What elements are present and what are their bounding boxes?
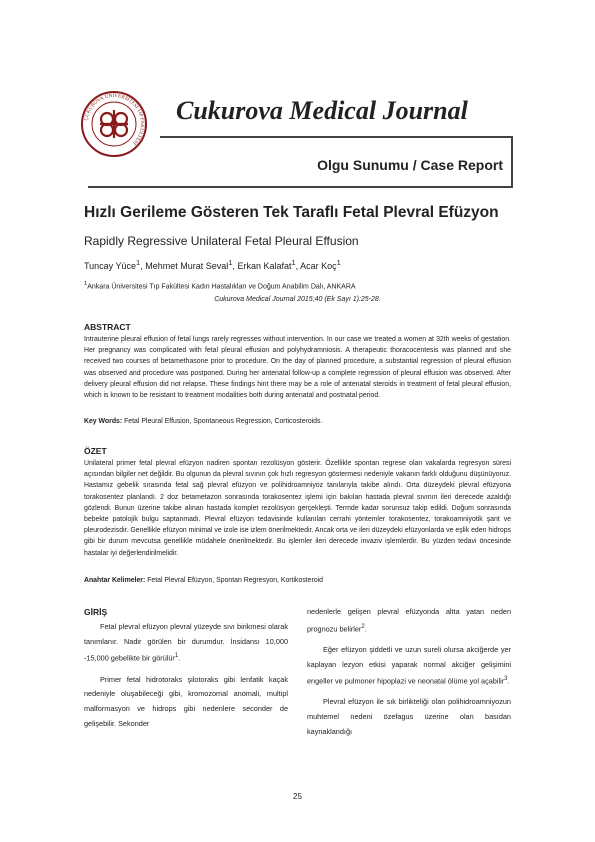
- paragraph: Plevral efüzyon ile sık birlikteliği olan polihidroamniyozun muhtemel nedeni özefagus üzerine olan basıdan kaynaklandığı: [307, 697, 511, 736]
- author-name: Erkan Kalafat: [237, 261, 292, 271]
- author-affil-sup: 1: [336, 258, 341, 267]
- anahtar-kelimeler: [84, 577, 511, 584]
- paragraph: nedenlerle gelişen plevral efüzyonda altta yatan neden prognozu belirler$^2$.: [307, 607, 511, 634]
- article-title-english: Rapidly Regressive Unilateral Fetal Pleural Effusion: [84, 234, 359, 248]
- author-name: Acar Koç: [300, 261, 337, 271]
- giris-heading: GİRİŞ: [84, 607, 108, 617]
- anahtar-label: Anahtar Kelimeler:: [84, 577, 146, 584]
- author-name: Mehmet Murat Seval: [145, 261, 229, 271]
- ozet-text: Unilateral primer fetal plevral efüzyon nadiren spontan rezolüsyon gösterir. Özellikle spontan regrese olan vakalarda regresyon süresi açısından bilgiler net değildir. Bu olgunun da plevral sıvının çok hızlı regresyon göstermesi nedeniyle vakanın farklı olduğunu düşünüyoruz. Hastamız gebelik sırasında fetal sağ plevral efüzyon ve polihidroamniyoz tanılarıyla takibe alındı. Orta düzeydeki plevral efüzyona torakosentez planlandı. 2 doz betametazon sonrasında torakosentez işlemi için bakılan hastada plevral sıvının ileri derecede azaldığı gözlendi. Bunun üzerine takibe alınan hastada komplet rezolüsyon gerçekleşti. Termde kadar sorunsuz takip edildi. Doğum sonrasında bebekte patolojik bulgu saptanmadı. Plevral efüzyon tedavisinde kullanılan cerrahi yöntemler torakosentez, torakoamniyotik şant ve pleurodezisdir. Genellikle efüzyon minimal ve izole ise izlem önerilmektedir. Ancak orta ve ileri düzeydeki efüzyonlarda ve eşlik eden hidrops gibi bir durum mevcutsa genellikle müdahele önerilmektedir. Bu işlemler ileri derecede invaziv işlemlerdir. Bu yüzden tedavi öncesinde hastalar iyi değerlendirilmelidir.: [84, 460, 511, 557]
- paragraph: Primer fetal hidrotoraks şilotoraks gibi lenfatik kaçak nedeniyle oluşabileceği gibi, kromozomal anomali, multipl malformasyon ve hidrops gibi nedenlere seconder de gelişebilir. Sekonder: [84, 674, 288, 728]
- citation: Cukurova Medical Journal 2015;40 (Ek Sayı 1):25-28.: [214, 296, 381, 303]
- svg-text:ÇUKUROVA ÜNİVERSİTESİ TIP FAKÜ: ÇUKUROVA ÜNİVERSİTESİ TIP FAKÜLTESİ: [83, 92, 146, 147]
- keywords: [84, 418, 511, 425]
- author-affil-sup: 1: [136, 258, 141, 267]
- author-list: Tuncay Yüce$^1$, Mehmet Murat Seval$^1$, Erkan Kalafat$^1$, Acar Koç$^1$: [84, 258, 341, 271]
- university-seal-logo: [80, 90, 148, 158]
- abstract-heading: ABSTRACT: [84, 322, 131, 332]
- header-rule-bottom: [88, 186, 513, 188]
- author-name: Tuncay Yüce: [84, 261, 137, 271]
- body-column-left: [84, 620, 288, 737]
- article-title-turkish: Hızlı Gerileme Gösteren Tek Taraflı Fetal Plevral Efüzyon: [84, 204, 499, 221]
- keywords-text: Fetal Pleural Effusion, Spontaneous Regression, Corticosteroids.: [124, 418, 323, 425]
- affiliation-sup: 1: [84, 281, 88, 287]
- affiliation: [84, 281, 356, 290]
- journal-title: Cukurova Medical Journal: [176, 96, 468, 125]
- anahtar-text: Fetal Plevral Efüzyon, Spontan Regresyon, Kortikosteroid: [147, 577, 324, 584]
- paragraph: Fetal plevral efüzyon plevral yüzeyde sıvı birikmesi olarak tanımlanır. Nadir görülen bir durumdur. İnsidansı 10,000 -15,000 gebelikte bir görülür$^1$.: [84, 622, 288, 663]
- body-column-right: [307, 605, 511, 745]
- abstract-text: Intrauterine pleural effusion of fetal lungs rarely regresses without intervention. In our case we treated a women at 32th weeks of gestation. Her pregnancy was complicated with fetal pleural effusion and polyhydramniosis. A therapeutic thoracocentesis was planned and she received two courses of betamethasone prior to procedure. On the day of planned procedure, a substantial regression of pleural effusion was observed and procedure was postponed. During her antenatal follow-up a complete regression of pleural effusion was observed. After delivery pleural effusion did not relapse. These findings hint there may be a role of antenatal steroids in treatment of fetal pleural effusion, which is known to be resistant to treatment modalities both during antenatal and postnatal period.: [84, 336, 511, 400]
- paragraph: Eğer efüzyon şiddetli ve uzun sureli olursa akciğerde yer kaplayan lezyon etkisi yaparak normal akciğer gelişimini engeller ve pulmoner hipoplazi ve neonatal ölüme yol açabilir$^3$.: [307, 644, 511, 686]
- author-affil-sup: 1: [291, 258, 296, 267]
- page-number: 25: [293, 792, 302, 801]
- author-affil-sup: 1: [228, 258, 233, 267]
- header-rule-side: [511, 136, 513, 188]
- affiliation-text: Ankara Üniversitesi Tıp Fakültesi Kadın Hastalıkları ve Doğum Anabilim Dalı, ANKARA: [87, 283, 356, 291]
- header-rule-top: [160, 136, 513, 138]
- ozet-heading: ÖZET: [84, 446, 107, 456]
- article-type: Olgu Sunumu / Case Report: [317, 157, 503, 173]
- keywords-label: Key Words:: [84, 418, 123, 425]
